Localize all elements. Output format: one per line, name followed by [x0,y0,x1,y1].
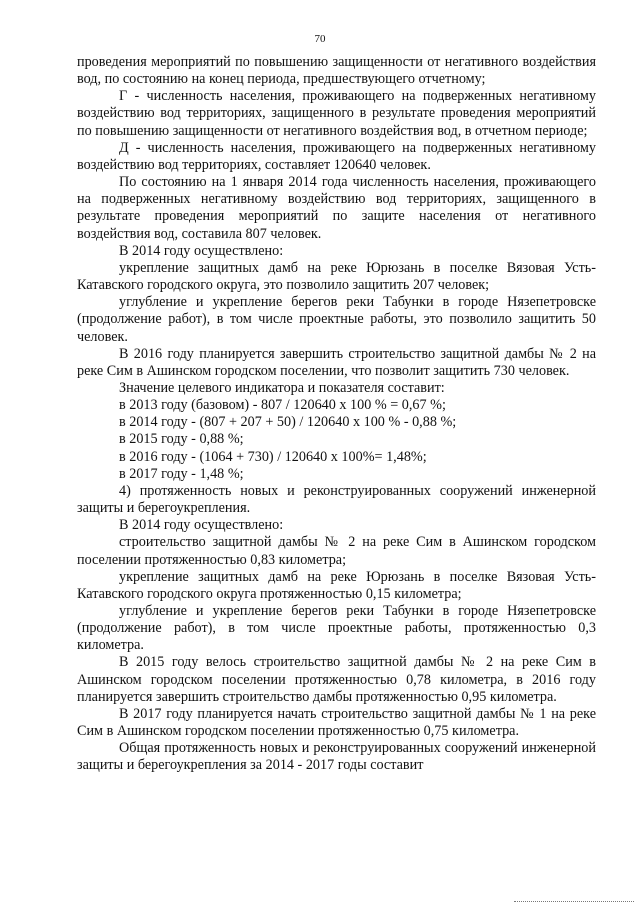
paragraph-2014-done-heading-2: В 2014 году осуществлено: [119,517,284,534]
paragraph-2015-2016: В 2015 году велось строительство защитной дамбы № 2 на реке Сим в Ашинском городском поселении протяженностью 0,78 километра, в 2016 году планируется завершить строительство дамбы протяженностью 0,95 километра. [77,654,596,705]
paragraph-status-2014: По состоянию на 1 января 2014 года численность населения, проживающего на подверженных негативному воздействию вод территориях, защищенного в результате проведения мероприятий по защите населения от негативного воздействия вод, составила 807 человек. [77,174,596,242]
paragraph-item-4: 4) протяженность новых и реконструированных сооружений инженерной защиты и берегоукрепления. [77,482,596,517]
indicator-2013: в 2013 году (базовом) - 807 / 120640 x 100 % = 0,67 %; [119,397,446,414]
paragraph-definition-d: Д - численность населения, проживающего на подверженных негативному воздействию вод территориях, составляет 120640 человек. [77,139,596,173]
indicator-2014: в 2014 году - (807 + 207 + 50) / 120640 x 100 % - 0,88 %; [119,414,457,431]
paragraph-sim-dam-construction: строительство защитной дамбы № 2 на реке Сим в Ашинском городском поселении протяженностью 0,83 километра; [77,534,596,568]
document-body [77,54,596,775]
indicator-2016: в 2016 году - (1064 + 730) / 120640 x 100%= 1,48%; [119,448,427,465]
paragraph-2016-plan: В 2016 году планируется завершить строительство защитной дамбы № 2 на реке Сим в Ашинском городском поселении, что позволит защитить 730 человек. [77,345,596,379]
indicator-2015: в 2015 году - 0,88 %; [119,431,244,448]
page-number: 70 [314,33,326,45]
paragraph-yuryuzan-dams: укрепление защитных дамб на реке Юрюзань в поселке Вязовая Усть-Катавского городского округа, это позволило защитить 207 человек; [77,259,596,294]
paragraph-indicator-intro: Значение целевого индикатора и показателя составит: [119,379,445,396]
paragraph-definition-g: Г - численность населения, проживающего на подверженных негативному воздействию вод территориях, защищенного в результате проведения мероприятий по повышению защищенности от негативного воздействия вод, в отчетном периоде; [77,88,596,139]
paragraph-continuation: проведения мероприятий по повышению защищенности от негативного воздействия вод, по состоянию на конец периода, предшествующего отчетному; [77,54,596,88]
paragraph-tabunka-length: углубление и укрепление берегов реки Табунки в городе Нязепетровске (продолжение работ), в том числе проектные работы, протяженностью 0,3 километра. [77,603,596,654]
paragraph-yuryuzan-length: укрепление защитных дамб на реке Юрюзань в поселке Вязовая Усть-Катавского городского округа протяженностью 0,15 километра; [77,568,596,602]
scan-edge-mark [514,898,634,902]
paragraph-total-length: Общая протяженность новых и реконструированных сооружений инженерной защиты и берегоукрепления за 2014 - 2017 годы составит [77,740,596,774]
indicator-2017: в 2017 году - 1,48 %; [119,465,244,482]
paragraph-tabunka-river: углубление и укрепление берегов реки Табунки в городе Нязепетровске (продолжение работ), в том числе проектные работы, это позволило защитить 50 человек. [77,294,596,345]
paragraph-2014-done-heading: В 2014 году осуществлено: [119,242,284,259]
paragraph-2017-plan: В 2017 году планируется начать строительство защитной дамбы № 1 на реке Сим в Ашинском городском поселении протяженностью 0,75 километра. [77,705,596,740]
